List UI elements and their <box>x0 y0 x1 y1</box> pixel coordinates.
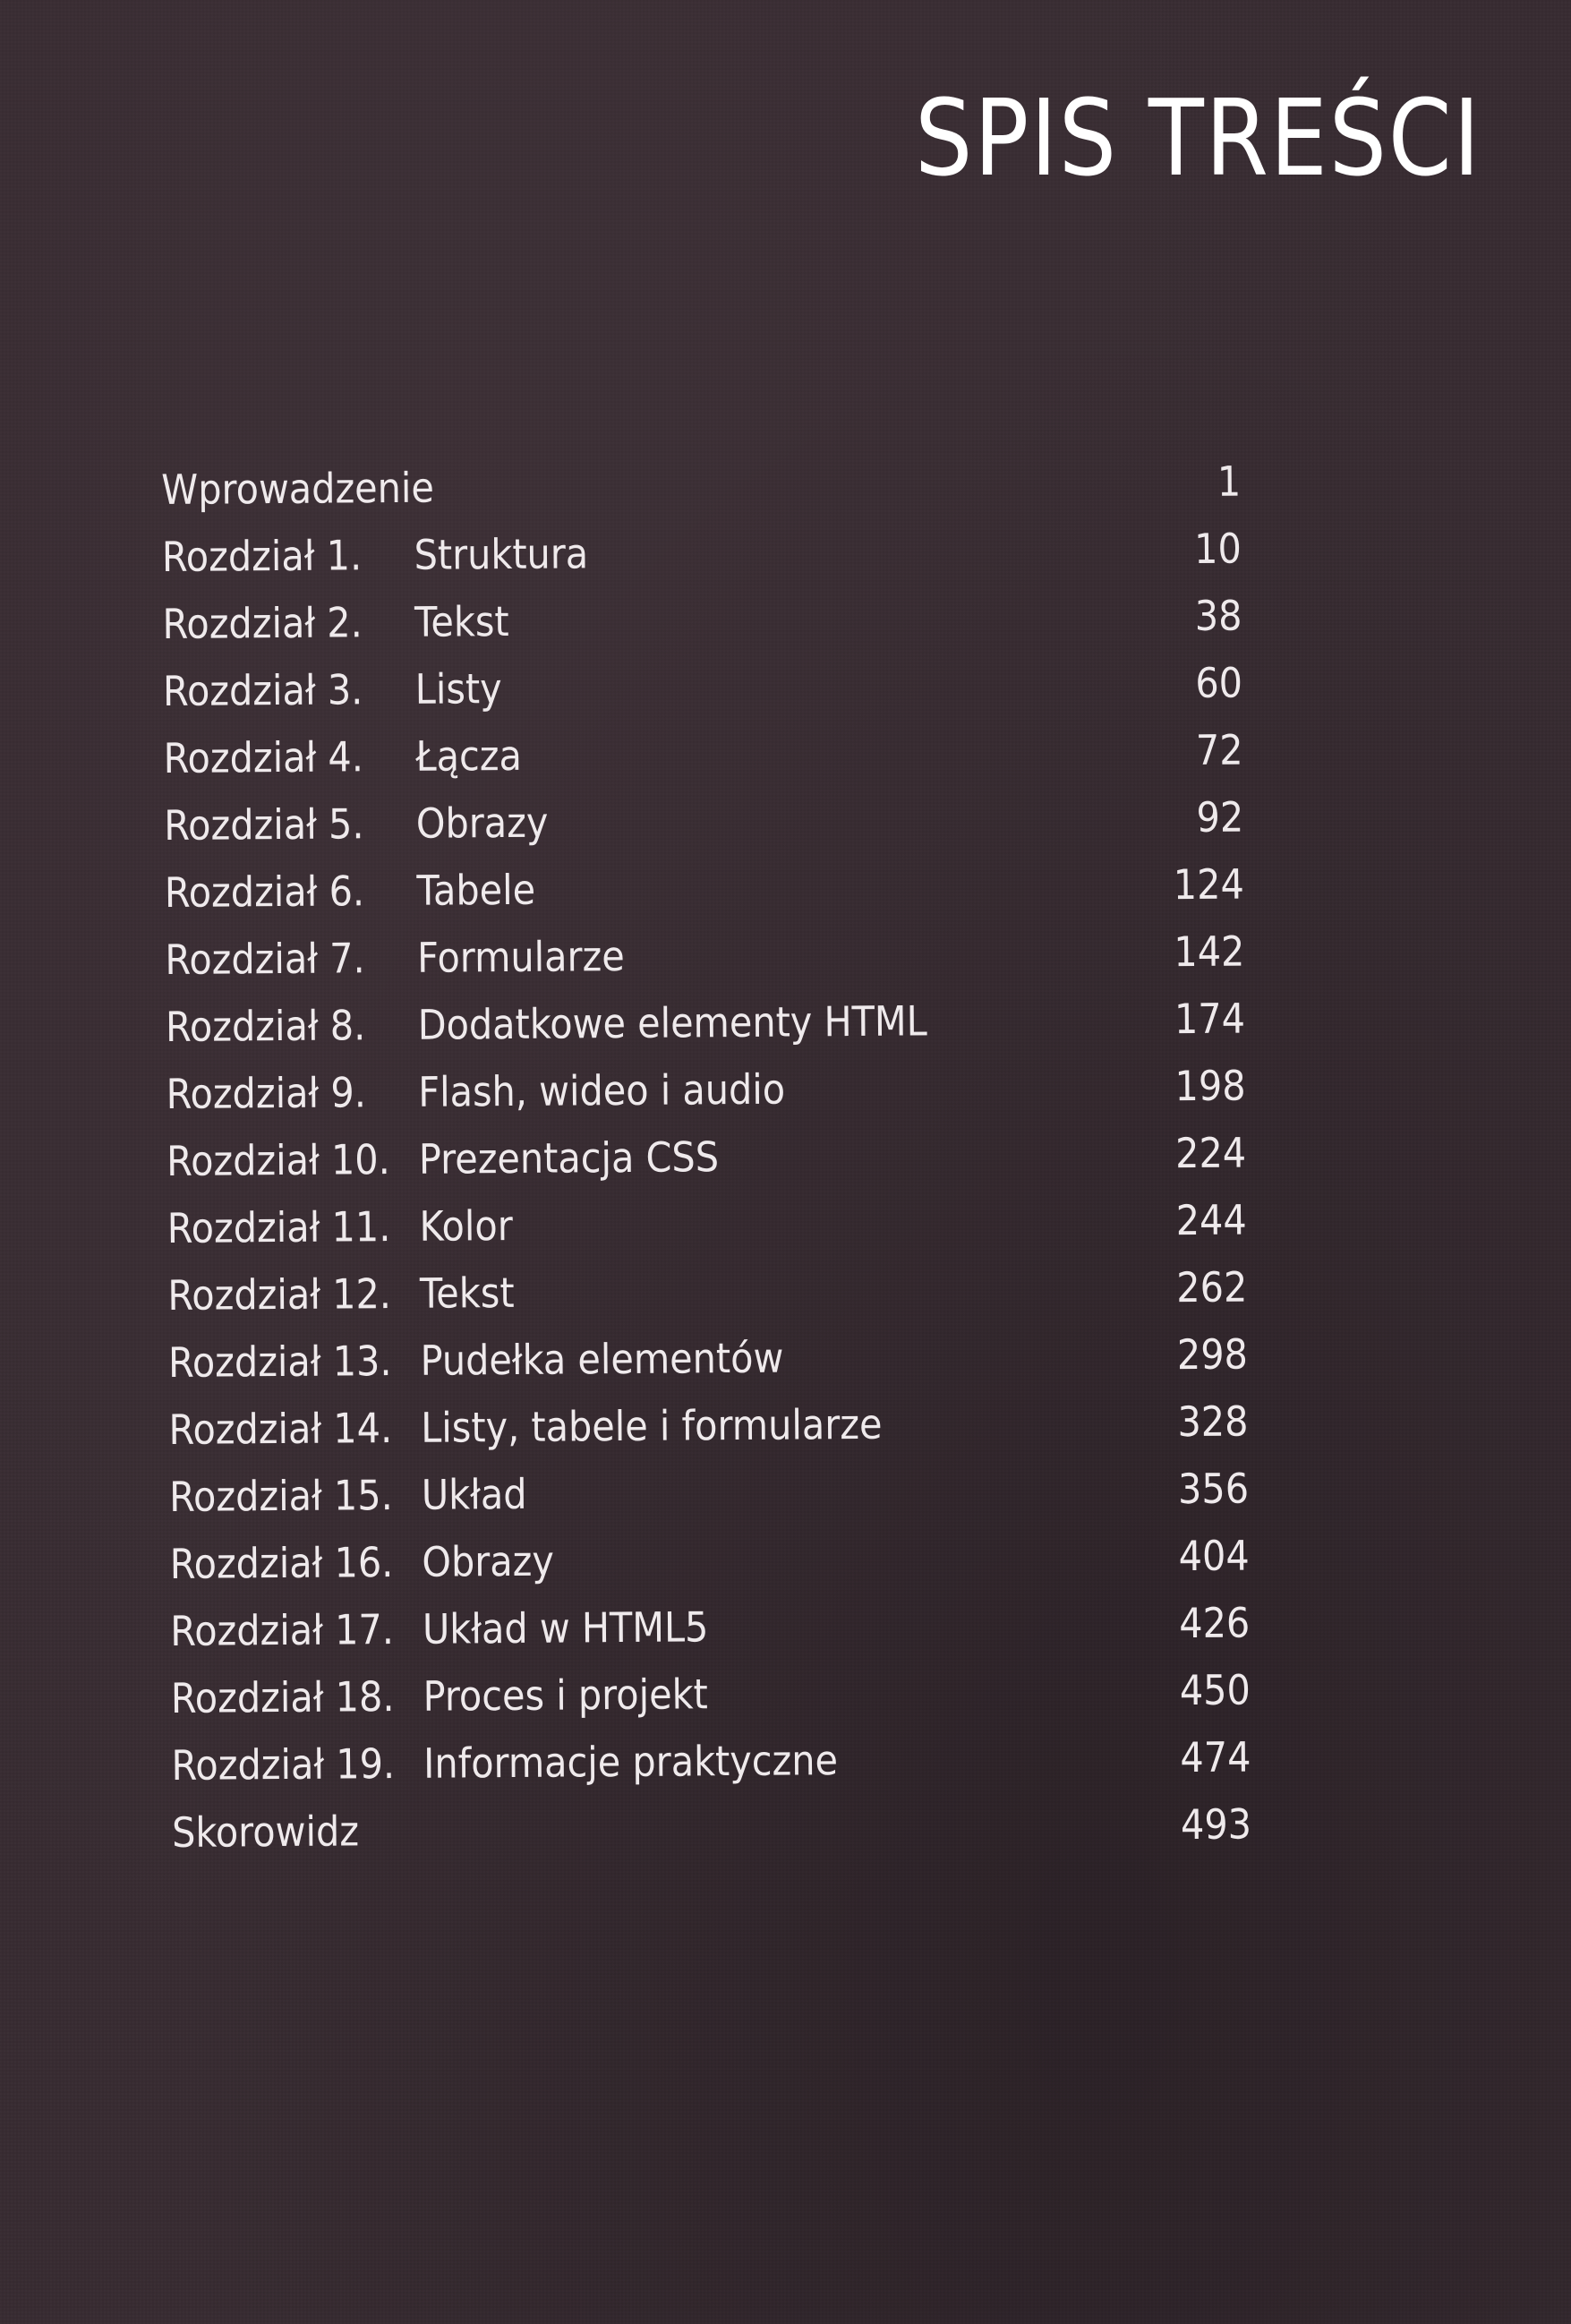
toc-entry-label: Rozdział 15. <box>168 1471 393 1521</box>
toc-entry-label: Rozdział 16. <box>169 1538 394 1588</box>
toc-entry-title: Tabele <box>416 865 536 915</box>
toc-entry-chapter-2 <box>162 583 1242 658</box>
toc-entry-chapter-4 <box>163 717 1243 792</box>
toc-entry-label: Rozdział 7. <box>165 934 365 984</box>
toc-entry-title: Informacje praktyczne <box>423 1736 839 1788</box>
toc-entry-chapter-11 <box>166 1187 1247 1262</box>
toc-entry-title: Dodatkowe elementy HTML <box>417 996 927 1049</box>
toc-entry-chapter-9 <box>166 1053 1246 1128</box>
toc-entry-index <box>172 1790 1252 1866</box>
toc-entry-chapter-12 <box>167 1254 1248 1329</box>
page-title: SPIS TREŚCI <box>915 76 1481 200</box>
toc-entry-label: Rozdział 12. <box>167 1269 392 1320</box>
toc-list <box>161 447 1371 1866</box>
toc-entry-page: 38 <box>1194 591 1242 640</box>
toc-entry-title: Kolor <box>419 1200 513 1251</box>
toc-entry-page: 262 <box>1176 1262 1248 1312</box>
toc-entry-page: 493 <box>1180 1799 1252 1850</box>
toc-entry-title: Formularze <box>416 931 625 982</box>
toc-entry-chapter-16 <box>169 1522 1250 1597</box>
toc-entry-chapter-17 <box>170 1589 1251 1664</box>
toc-entry-page: 10 <box>1193 524 1242 573</box>
toc-entry-chapter-18 <box>171 1656 1251 1731</box>
toc-entry-page: 224 <box>1174 1128 1247 1178</box>
toc-entry-page: 404 <box>1178 1531 1250 1581</box>
toc-entry-title: Listy <box>414 664 502 713</box>
toc-entry-label: Rozdział 3. <box>162 665 363 715</box>
toc-entry-page: 124 <box>1173 859 1244 910</box>
toc-entry-chapter-15 <box>169 1455 1250 1530</box>
toc-entry-page: 298 <box>1176 1329 1249 1380</box>
toc-entry-label: Rozdział 10. <box>166 1135 391 1185</box>
toc-entry-label: Rozdział 4. <box>163 732 364 782</box>
toc-entry-page: 450 <box>1179 1665 1251 1715</box>
toc-entry-title: Łącza <box>415 731 523 781</box>
toc-entry-page: 1 <box>1217 457 1242 506</box>
toc-entry-label: Rozdział 2. <box>162 598 363 648</box>
toc-entry-label: Rozdział 9. <box>166 1068 367 1118</box>
toc-entry-label: Rozdział 11. <box>166 1202 391 1252</box>
toc-entry-chapter-7 <box>165 918 1245 994</box>
toc-entry-page: 142 <box>1174 927 1245 977</box>
toc-entry-label: Rozdział 17. <box>170 1604 395 1655</box>
toc-entry-page: 72 <box>1195 725 1243 774</box>
toc-entry-chapter-1 <box>162 516 1242 591</box>
toc-entry-chapter-6 <box>165 851 1245 927</box>
toc-entry-label: Rozdział 1. <box>161 531 363 581</box>
toc-entry-label: Rozdział 19. <box>171 1739 396 1790</box>
toc-entry-page: 244 <box>1175 1195 1247 1245</box>
toc-entry-title: Struktura <box>414 529 589 579</box>
toc-entry-chapter-13 <box>168 1320 1249 1396</box>
toc-entry-label: Wprowadzenie <box>161 463 435 514</box>
toc-entry-page: 356 <box>1177 1464 1250 1514</box>
toc-entry-chapter-3 <box>163 650 1243 725</box>
toc-entry-title: Układ <box>421 1469 527 1519</box>
toc-entry-title: Prezentacja CSS <box>418 1132 720 1183</box>
toc-entry-page: 92 <box>1196 792 1244 842</box>
toc-entry-chapter-8 <box>166 986 1246 1061</box>
toc-entry-label: Rozdział 8. <box>165 1001 366 1051</box>
toc-entry-title: Obrazy <box>415 798 549 848</box>
toc-entry-page: 474 <box>1180 1732 1251 1782</box>
toc-entry-chapter-14 <box>168 1388 1249 1463</box>
toc-entry-title: Obrazy <box>422 1536 555 1586</box>
toc-entry-title: Flash, wideo i audio <box>418 1064 786 1116</box>
toc-entry-page: 60 <box>1195 658 1243 707</box>
toc-entry-title: Układ w HTML5 <box>422 1602 709 1653</box>
toc-entry-page: 426 <box>1179 1598 1251 1648</box>
toc-entry-chapter-10 <box>166 1120 1247 1195</box>
toc-entry-label: Rozdział 6. <box>164 867 365 917</box>
toc-entry-label: Rozdział 5. <box>164 799 364 850</box>
toc-entry-title: Pudełka elementów <box>420 1333 784 1385</box>
toc-entry-introduction <box>161 449 1242 524</box>
toc-entry-label: Skorowidz <box>171 1807 360 1857</box>
toc-entry-title: Tekst <box>419 1268 515 1318</box>
toc-entry-label: Rozdział 13. <box>167 1337 392 1387</box>
toc-entry-label: Rozdział 18. <box>170 1671 395 1722</box>
toc-entry-page: 328 <box>1177 1397 1249 1447</box>
toc-entry-chapter-5 <box>164 784 1244 859</box>
toc-entry-page: 198 <box>1174 1061 1246 1111</box>
toc-entry-title: Tekst <box>414 596 509 646</box>
toc-entry-title: Listy, tabele i formularze <box>421 1399 883 1452</box>
toc-entry-title: Proces i projekt <box>423 1670 708 1721</box>
toc-entry-page: 174 <box>1174 994 1246 1044</box>
toc-entry-chapter-19 <box>171 1723 1251 1799</box>
toc-entry-label: Rozdział 14. <box>168 1404 393 1454</box>
